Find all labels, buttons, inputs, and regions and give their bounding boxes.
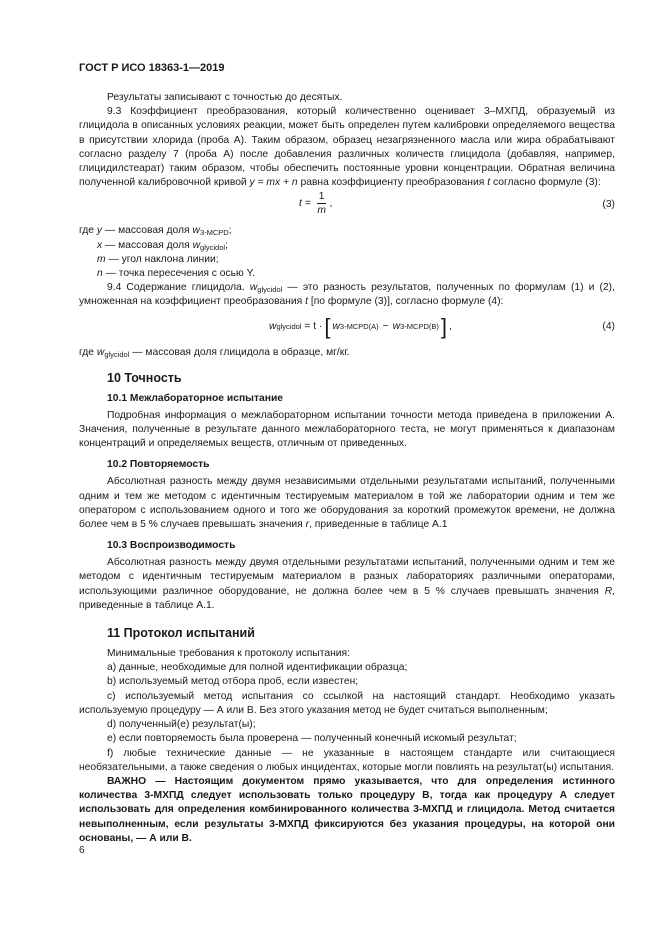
section-10-1-title: 10.1 Межлабораторное испытание <box>107 392 284 404</box>
list-item: b) используемый метод отбора проб, если известен; <box>107 676 359 688</box>
definition-row: x — массовая доля $w_{glycidol}$; <box>97 239 228 252</box>
page-number: 6 <box>79 845 85 856</box>
list-item: a) данные, необходимые для полной идентификации образца; <box>107 662 408 674</box>
formula-4-definition: где $w_{glycidol}$ — массовая доля глицидола в образце, мг/кг. <box>79 346 350 359</box>
standard-header: ГОСТ Р ИСО 18363-1—2019 <box>79 62 225 74</box>
formula-3-definitions <box>79 224 615 281</box>
paragraph-9-4: 9.4 Содержание глицидола. $w_{glycidol}$ — это разность результатов, полученных по формулам (1) и (2), умноженная на коэффициент преобразования t [по формуле (3)], согласно формуле (4): <box>79 282 615 308</box>
list-item: f) любые технические данные — не указанные в настоящем стандарте или считающиеся необязательными, а также сведения о любых инцидентах, которые могли повлиять на результат(ы) испытания. <box>79 747 615 773</box>
list-item: c) используемый метод испытания со ссылкой на настоящий стандарт. Необходимо указать используемую процедуру — А или В. Без этого указания метод не будет считаться выполненным; <box>79 690 615 716</box>
section-10-2-text: Абсолютная разность между двумя независимыми отдельными результатами испытаний, полученными одним и тем же методом с идентичным тестируемым материалом в той же лаборатории одним и тем же оператором с использованием одного и того же оборудования за короткий промежуток времени, не должна более чем в 5 % случаев превышать значения r, приведенные в таблице А.1 <box>79 476 615 531</box>
definition-row: n — точка пересечения с осью Y. <box>97 268 256 280</box>
definition-row: m — угол наклона линии; <box>97 253 219 265</box>
section-10-1-text: Подробная информация о межлабораторном испытании точности метода приведена в приложении А. Значения, полученные в результате данного межлабораторного теста, не могут применяться к диапазонам концентраций и определяемых веществ, отличным от приведенных. <box>79 409 615 450</box>
section-10-title: 10 Точность <box>107 370 182 385</box>
definition-row: где y — массовая доля $w_{3-MCPD}$; <box>79 225 232 238</box>
formula-4: w glycidol = t · [ w 3-MCPD(A) − w 3-MCPD(B) ] , (4) <box>269 313 615 339</box>
formula-3-numerator: 1 <box>318 191 325 203</box>
formula-3-denominator: m <box>317 205 326 217</box>
report-requirements-list <box>79 647 615 846</box>
paragraph-9-3: 9.3 Коэффициент преобразования, который количественно оценивает 3–МХПД, образуемый из глицидола в описанных условиях реакции, может быть определен путем калибровки определяемого вещества в присутствии хлорида (проба А). Таким образом, образец незагрязненного масла или жира обрабатывают согласно разделу 7 (проба А) после добавления различных количеств глицидола (добавляя, например, глицидилстеарат) таким образом, чтобы обеспечить постоянные уровни концентрации. Обратная величина полученной калибровочной кривой y = mx + n равна коэффициенту преобразования t согласно формуле (3): <box>79 106 615 189</box>
formula-3-lhs: t = <box>299 197 311 209</box>
formula-4-number: (4) <box>602 320 615 332</box>
section-10-3-title: 10.3 Воспроизводимость <box>107 540 236 552</box>
section-10-3-text: Абсолютная разность между двумя отдельными результатами испытаний, полученными одним и тем же методом с идентичным тестируемым материалом в разных лабораториях различными операторами, использующими различное оборудование, не должна более чем в 5 % случаев превышать значения R, приведенные в таблице А.1. <box>79 557 615 611</box>
important-note: ВАЖНО — Настоящим документом прямо указывается, что для определения истинного количества 3-МХПД следует использовать только процедуру В, тогда как процедуру А следует использовать для определения комбинированного количества 3-МХПД и глицидола. Метод считается невыполненным, если результаты 3-МХПД фиксируются без указания процедуры, на которой они основаны, — А или В. <box>79 775 615 844</box>
list-item: d) полученный(е) результат(ы); <box>107 719 256 731</box>
section-10-2-title: 10.2 Повторяемость <box>107 459 210 471</box>
list-intro: Минимальные требования к протоколу испытания: <box>107 648 350 660</box>
paragraph-results: Результаты записывают с точностью до десятых. <box>107 92 343 103</box>
formula-3: t = $\frac{1}{m}$ , (3) <box>299 191 615 217</box>
page-content <box>79 91 615 846</box>
section-11-title: 11 Протокол испытаний <box>107 626 255 641</box>
formula-3-number: (3) <box>602 199 615 211</box>
list-item: e) если повторяемость была проверена — полученный конечный искомый результат; <box>107 733 517 745</box>
